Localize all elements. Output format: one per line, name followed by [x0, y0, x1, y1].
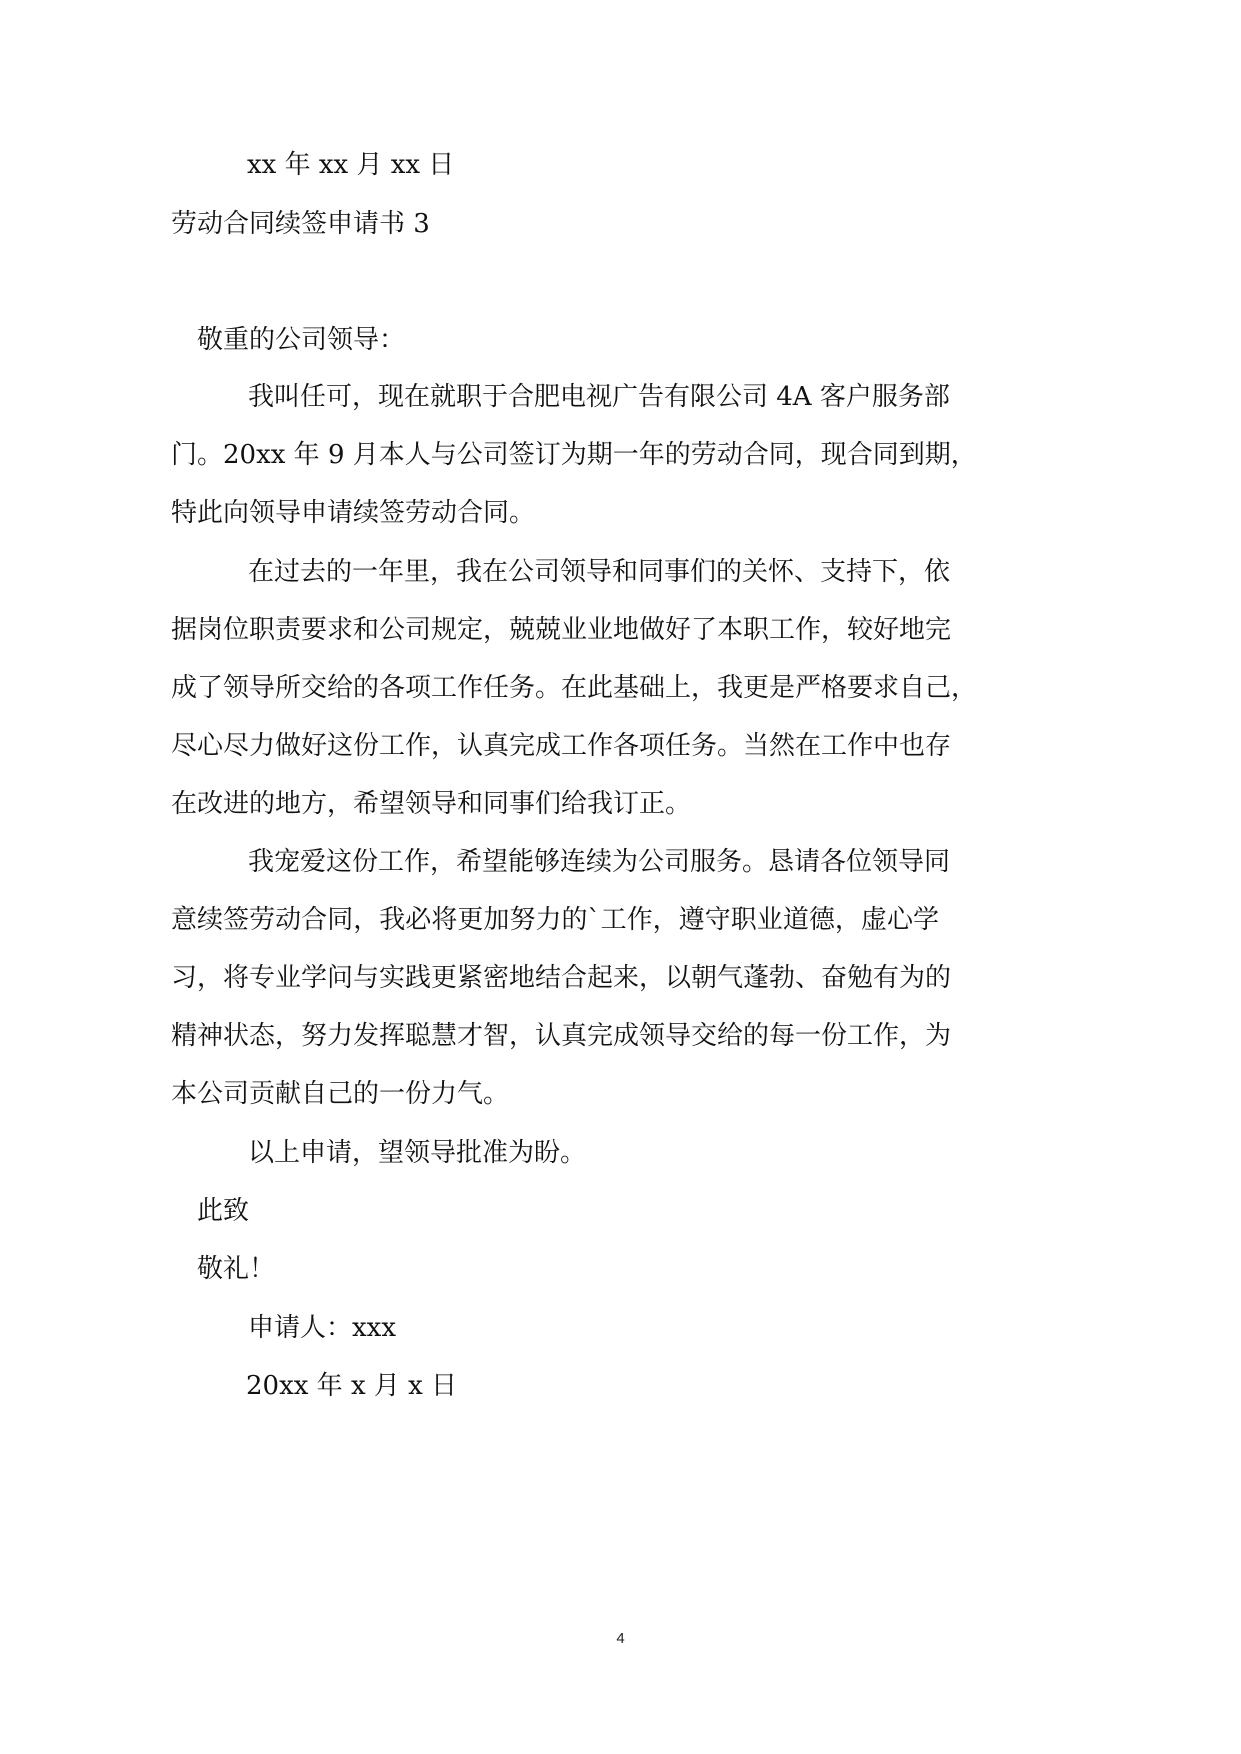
section-title: 劳动合同续签申请书 3: [171, 209, 430, 239]
page-number: 4: [616, 1630, 625, 1647]
para2-line-4: 尽心尽力做好这份工作，认真完成工作各项任务。当然在工作中也存: [171, 731, 952, 761]
para3-line-4: 精神状态，努力发挥聪慧才智，认真完成领导交给的每一份工作，为: [171, 1021, 952, 1051]
para1-line-1: 我叫任可，现在就职于合肥电视广告有限公司 4A 客户服务部: [248, 382, 950, 412]
para3-line-5: 本公司贡献自己的一份力气。: [171, 1079, 510, 1109]
application-date: 20xx 年 x 月 x 日: [246, 1371, 458, 1401]
salutation: 敬重的公司领导：: [197, 325, 406, 355]
closing-cizhi: 此致: [197, 1196, 250, 1226]
para3-line-1: 我宠爱这份工作，希望能够连续为公司服务。恳请各位领导同: [248, 847, 951, 877]
para3-line-3: 习，将专业学问与实践更紧密地结合起来，以朝气蓬勃、奋勉有为的: [171, 963, 952, 993]
applicant-signature: 申请人：xxx: [248, 1313, 396, 1343]
para2-line-3: 成了领导所交给的各项工作任务。在此基础上，我更是严格要求自己，: [171, 673, 978, 703]
para2-line-2: 据岗位职责要求和公司规定，兢兢业业地做好了本职工作，较好地完: [171, 615, 952, 645]
para2-line-1: 在过去的一年里，我在公司领导和同事们的关怀、支持下，依: [248, 557, 951, 587]
closing-jingli: 敬礼！: [197, 1254, 276, 1284]
para1-line-2: 门。20xx 年 9 月本人与公司签订为期一年的劳动合同，现合同到期，: [171, 440, 977, 470]
request-sentence: 以上申请，望领导批准为盼。: [248, 1138, 587, 1168]
para2-line-5: 在改进的地方，希望领导和同事们给我订正。: [171, 789, 692, 819]
para3-line-2: 意续签劳动合同，我必将更加努力的`工作，遵守职业道德，虚心学: [171, 905, 939, 935]
previous-letter-date: xx 年 xx 月 xx 日: [247, 150, 455, 180]
para1-line-3: 特此向领导申请续签劳动合同。: [171, 498, 536, 528]
